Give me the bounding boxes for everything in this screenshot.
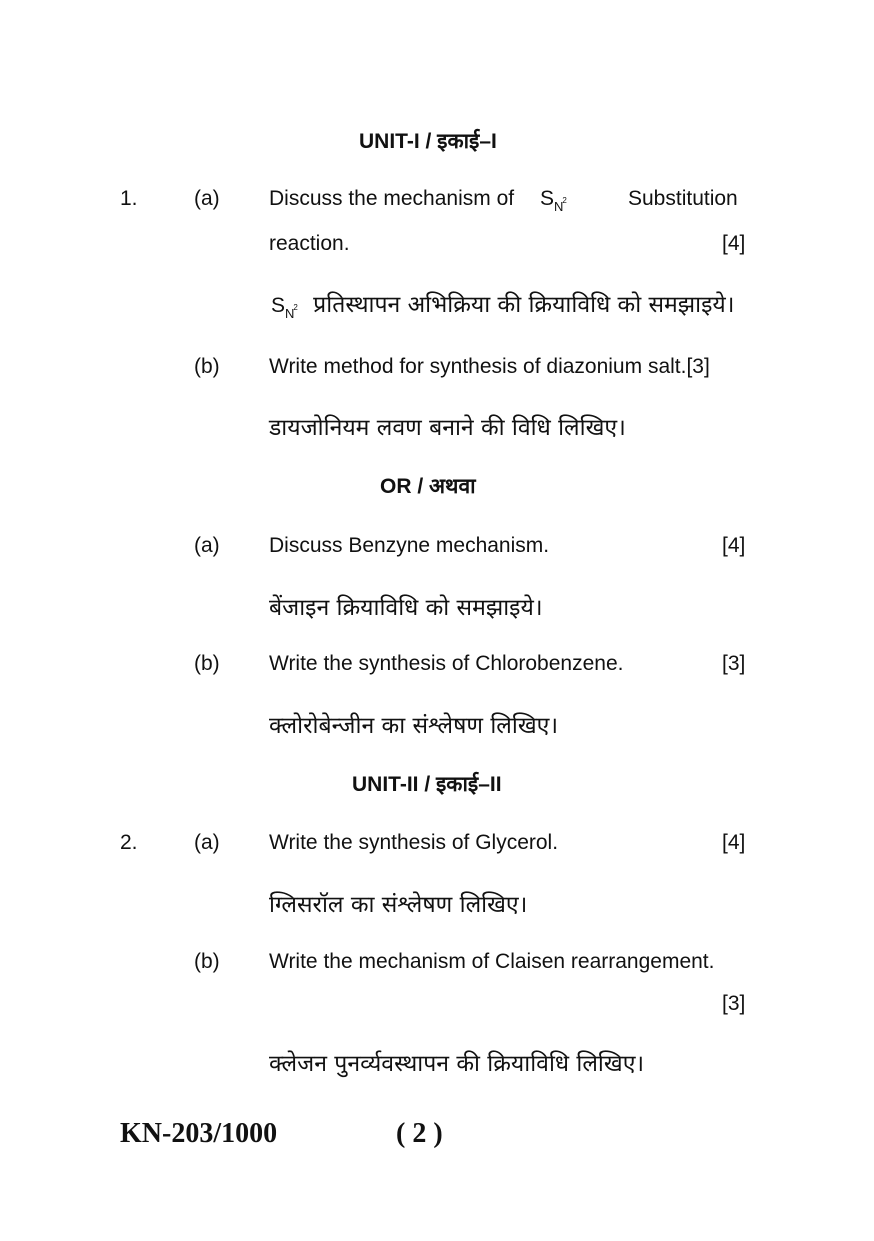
q1a-hindi [271,287,734,321]
q1a-english-line1-end: Substitution [628,187,738,210]
q1-alt-b-hindi: क्लोरोबेन्जीन का संश्लेषण लिखिए। [269,713,559,739]
paper-code: KN-203/1000 [120,1118,278,1149]
sn2-symbol-hindi [271,294,298,321]
q1-alt-b-marks: [3] [722,652,746,675]
q2a-english: Write the synthesis of Glycerol. [269,831,559,854]
question-1-number: 1. [120,187,138,210]
q1-alt-a-label: (a) [194,534,220,557]
sn-n: N [553,199,564,214]
q1b-label: (b) [194,355,220,378]
q1a-marks: [4] [722,232,746,255]
q2b-english: Write the mechanism of Claisen rearrangement. [269,950,715,973]
sn-2: 2 [293,303,298,312]
q1-alt-a-english: Discuss Benzyne mechanism. [269,534,550,557]
q1a-text-pre: Discuss the mechanism of [269,187,515,210]
sn-n: N [285,306,295,321]
q2a-label: (a) [194,831,220,854]
q1b-hindi: डायजोनियम लवण बनाने की विधि लिखिए। [269,415,626,441]
unit-1-heading: UNIT-I / इकाई–I [359,130,497,153]
q1a-label: (a) [194,187,220,210]
q2b-hindi: क्लेजन पुनर्व्यवस्थापन की क्रियाविधि लिखिए। [269,1051,645,1077]
sn-2: 2 [562,196,567,205]
sn-s: S [271,294,286,317]
q1-alt-a-marks: [4] [722,534,746,557]
q1-alt-a-hindi: बेंजाइन क्रियाविधि को समझाइये। [269,595,543,621]
q2a-hindi: ग्लिसरॉल का संश्लेषण लिखिए। [269,892,528,918]
q1-alt-b-english: Write the synthesis of Chlorobenzene. [269,652,624,675]
sn2-symbol [540,187,567,214]
sn-s: S [539,187,554,210]
q2b-marks: [3] [722,992,746,1015]
q1-alt-b-label: (b) [194,652,220,675]
q1a-english-line1 [269,187,567,214]
unit-2-heading: UNIT-II / इकाई–II [352,773,502,796]
page-number: ( 2 ) [396,1118,443,1149]
q1a-hindi-text: प्रतिस्थापन अभिक्रिया की क्रियाविधि को समझाइये। [313,292,735,318]
q1b-english: Write method for synthesis of diazonium salt.[3] [269,355,710,378]
q2a-marks: [4] [722,831,746,854]
or-divider: OR / अथवा [380,475,476,498]
q1a-english-line2: reaction. [269,232,350,255]
q2b-label: (b) [194,950,220,973]
question-2-number: 2. [120,831,138,854]
